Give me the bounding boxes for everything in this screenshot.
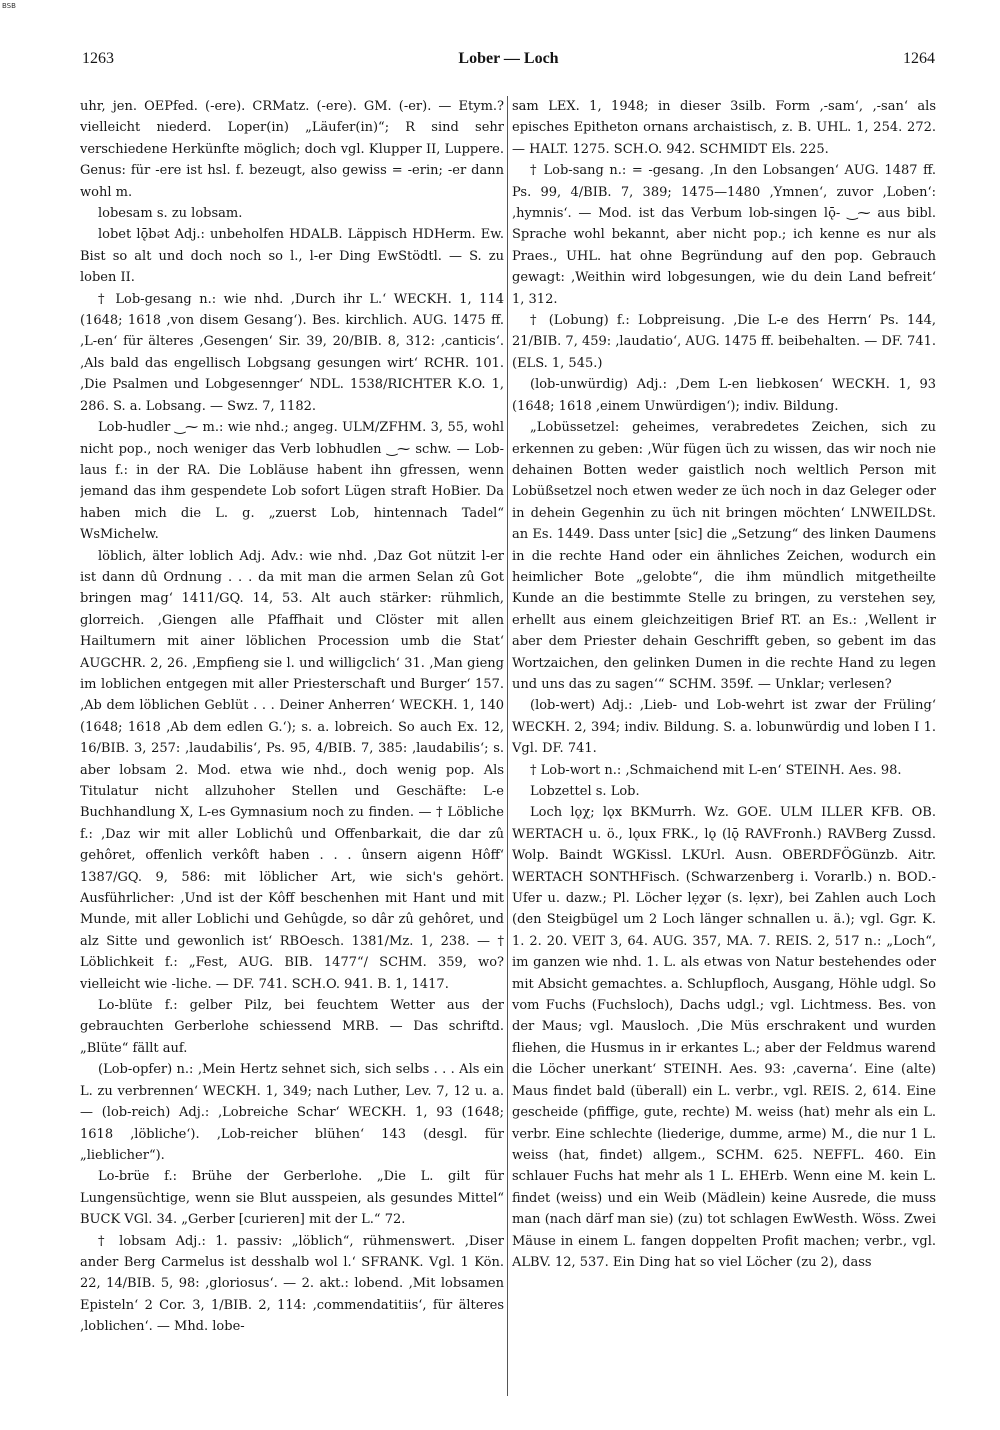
dictionary-entry: † Lob-gesang n.: wie nhd. ‚Durch ihr L.‘ WECKH. 1, 114 (1648; 1618 ‚von disem Gesang‘). Bes. kirchlich. AUG. 1475 ff. ‚L-en‘ für älteres ‚Gesengen‘ Sir. 39, 20/BIB. 8, 312: ‚canticis‘. ‚Als bald das engellisch Lobgsang gesungen wirt‘ RCHR. 101. ‚Die Psalmen und Lobgesennger‘ NDL. 1538/RICHTER K.O. 1, 286. S. a. Lobsang. — Swz. 7, 1182. xyxy=(80,291,504,414)
dictionary-entry: Lob-hudler ‿⁓ m.: wie nhd.; angeg. ULM/ZFHM. 3, 55, wohl nicht pop., noch weniger das Verb lobhudlen ‿⁓ schw. — Lob-laus f.: in der RA. Die Lobläuse habent ihn gfressen, wenn jemand das ihm gespendete Lob sofort Lügen straft HoBier. Da haben mich die L. g. „zuerst Lob, hintennach Tadel“ WsMichelw. xyxy=(80,420,504,543)
dictionary-entry: † lobsam Adj.: 1. passiv: „löblich“, rühmenswert. ‚Diser ander Berg Carmelus ist desshalb wol l.‘ SFRANK. Vgl. 1 Kön. 22, 14/BIB. 5, 98: ‚gloriosus‘. — 2. akt.: lobend. ‚Mit lobsamen Episteln‘ 2 Cor. 3, 1/BIB. 2, 114: ‚commendatitiis‘, für älteres ‚loblichen‘. — Mhd. lobe- xyxy=(80,1233,504,1335)
dictionary-entry: Lo-blüte f.: gelber Pilz, bei feuchtem Wetter aus der gebrauchten Gerberlohe schiessend MRB. — Das schriftd. „Blüte“ fällt auf. xyxy=(80,998,504,1056)
dictionary-entry: † (Lobung) f.: Lobpreisung. ‚Die L-e des Herrn‘ Ps. 144, 21/BIB. 7, 459: ‚laudatio‘, AUG. 1475 ff. beibehalten. — DF. 741. (ELS. 1, 545.) xyxy=(512,313,936,371)
left-column xyxy=(80,96,504,1406)
dictionary-entry: † Lob-sang n.: = -gesang. ‚In den Lobsangen‘ AUG. 1487 ff. Ps. 99, 4/BIB. 7, 389; 1475—1480 ‚Ymnen‘, zuvor ‚Loben‘: ‚hymnis‘. — Mod. ist das Verbum lob-singen lǭ- ‿⁓ aus bibl. Sprache wohl bekannt, aber nicht pop.; ich kenne es nur als Praes., UHL. hat ohne Begründung auf den pop. Gebrauch gewagt: ‚Weithin wird lobgesungen, wie du dein Land befreit‘ 1, 312. xyxy=(512,163,936,307)
dictionary-entry: lobet lǭbət Adj.: unbeholfen HDALB. Läppisch HDHerm. Ew. Bist so alt und doch noch so l., l-er Ding EwStödtl. — S. zu loben II. xyxy=(80,227,504,286)
dictionary-entry: Loch lǫχ; lǫx BKMurrh. Wz. GOE. ULM ILLER KFB. OB. WERTACH u. ö., lǫux FRK., lǫ (lǭ RAVFronh.) RAVBerg Zussd. Wolp. Baindt WGKissl. LKUrl. Ausn. OBERDFÖGünzb. Aitr. WERTACH SONTHFisch. (Schwarzenberg i. Vorarlb.) n. BOD.-Ufer u. dazw.; Pl. Löcher lẹχər (s. lẹxr), bei Zahlen auch Loch (den Steigbügel um 2 Loch länger schnallen u. ä.); vgl. Ggr. K. 1. 2. 20. VEIT 3, 64. AUG. 357, MA. 7. REIS. 2, 517 n.: „Loch“, im ganzen wie nhd. 1. L. als etwas von Natur bestehendes oder mit Absicht gemachtes. a. Schlupfloch, Ausgang, Höhle udgl. So vom Fuchs (Fuchsloch), Dachs udgl.; vgl. Lichtmess. Bes. von der Maus; vgl. Mausloch. ‚Die Müs erschrakent und wurden fliehen, die Husmus in ir erkantes L.; aber der Feldmus warend die Löcher unerkant‘ STEINH. Aes. 93: ‚caverna‘. Eine (alte) Maus findet bald (überall) ein L. verbr., vgl. REIS. 2, 614. Eine gescheide (pfiffige, gute, rechte) M. weiss (hat) mehr als ein L. verbr. Eine schlechte (liederige, dumme, arme) M., die nur 1 L. weiss (hat, findet) allgem., SCHM. 625. NEFFL. 460. Ein schlauer Fuchs hat mehr als 1 L. EHErb. Wenn eine M. kein L. findet (weiss) und ein Weib (Mädlein) keine Ausrede, die muss man (nach därf man sie) (zu) tot schlagen EwWesth. Wöss. Zwei Mäuse in einem L. fangen doppelten Profit machen; verbr., vgl. ALBV. 12, 537. Ein Ding hat so viel Löcher (zu 2), dass xyxy=(512,805,936,1270)
dictionary-entry: löblich, älter loblich Adj. Adv.: wie nhd. ‚Daz Got nützit l-er ist dann dû Ordnung . . . da mit man die armen Selan zû Got bringen mag‘ 1411/GQ. 14, 53. Alt auch stärker: rühmlich, glorreich. ‚Giengen alle Pfaffhait und Clöster mit allen Hailtumern mit ainer löblichen Procession umb die Stat‘ AUGCHR. 2, 26. ‚Empfieng sie l. und willigclich‘ 31. ‚Man gieng im loblichen entgegen mit aller Priesterschaft und Burger‘ 157. ‚Ab dem löblichen Geblüt . . . Deiner Anherren‘ WECKH. 1, 140 (1648; 1618 ‚Ab dem edlen G.‘); s. a. lobreich. So auch Ex. 12, 16/BIB. 3, 257: ‚laudabilis‘, Ps. 95, 4/BIB. 7, 385: ‚laudabilis‘; s. aber lobsam 2. Mod. etwa wie nhd., doch wenig pop. Als Titulatur nicht allzuhoher Stellen und Geschäfte: L-e Buchhandlung X, L-es Gymnasium noch zu finden. — † Löbliche f.: ‚Daz wir mit aller Loblichû und Offenbarkait, die dar zû gehôret, offenlich verkôft haben . . . ûnsern aigenn Hôff‘ 1387/GQ. 9, 586: mit löblicher Art, wie sich's gehört. Ausführlicher: ‚Und ist der Kôff beschenhen mit Hant und mit Munde, mit aller Loblichi und Gehûgde, so dâr zû gehôret, und alz Sitte und gewonlich ist‘ RBOesch. 1381/Mz. 1, 238. — † Löblichkeit f.: „Fest, AUG. BIB. 1477“/ SCHM. 359, wo? vielleicht wie -liche. — DF. 741. SCH.O. 941. B. 1, 1417. xyxy=(80,548,504,992)
dictionary-entry: (lob-wert) Adj.: ‚Lieb- und Lob-wehrt ist zwar der Früling‘ WECKH. 2, 394; indiv. Bildung. S. a. lobunwürdig und loben I 1. Vgl. DF. 741. xyxy=(512,698,936,757)
dictionary-entry: (Lob-opfer) n.: ‚Mein Hertz sehnet sich, sich selbs . . . Als ein L. zu verbrennen‘ WECKH. 1, 349; nach Luther, Lev. 7, 12 u. a. — (lob-reich) Adj.: ‚Lobreiche Schar‘ WECKH. 1, 93 (1648; 1618 ‚löbliche‘). ‚Lob-reicher blühen‘ 143 (desgl. für „lieblicher“). xyxy=(80,1062,504,1163)
right-column xyxy=(512,96,936,1406)
library-stamp: BSB xyxy=(2,2,16,10)
column-divider xyxy=(507,96,508,1396)
dictionary-entry: lobesam s. zu lobsam. xyxy=(98,206,243,222)
left-page-number: 1263 xyxy=(82,50,114,67)
dictionary-entry: Lobzettel s. Lob. xyxy=(530,784,640,799)
running-title: Lober — Loch xyxy=(458,50,559,67)
right-page-number: 1264 xyxy=(903,50,935,67)
dictionary-entry: (lob-unwürdig) Adj.: ‚Dem L-en liebkosen‘ WECKH. 1, 93 (1648; 1618 ‚einem Unwürdigen‘); indiv. Bildung. xyxy=(512,377,936,414)
dictionary-entry: sam LEX. 1, 1948; in dieser 3silb. Form ‚-sam‘, ‚-san‘ als episches Epitheton ornans archaistisch, z. B. UHL. 1, 254. 272. — HALT. 1275. SCH.O. 942. SCHMIDT Els. 225. xyxy=(512,99,936,157)
dictionary-entry: uhr, jen. OEPfed. (-ere). CRMatz. (-ere). GM. (-er). — Etym.? vielleicht niederd. Loper(in) „Läufer(in)“; R sind sehr verschiedene Herkünfte möglich; doch vgl. Klupper II, Luppere. Genus: für -ere ist hsl. f. bezeugt, also gewiss = -erin; -er dann wohl m. xyxy=(80,99,504,200)
dictionary-entry: Lo-brüe f.: Brühe der Gerberlohe. „Die L. gilt für Lungensüchtige, wenn sie Blut ausspeien, als gesundes Mittel“ BUCK VGl. 34. „Gerber [curieren] mit der L.“ 72. xyxy=(80,1169,504,1228)
dictionary-entry: „Lobüssetzel: geheimes, verabredetes Zeichen, sich zu erkennen zu geben: ‚Wür fügen üch zu wissen, das wir noch nie dehainen Botten weder gaistlich noch weltlich Person mit Lobüßsetzel noch etwen weder ze üch noch in daz Geleger oder in dehein Gegenhin zu üch nit bringen möchten‘ LNWEILDSt. an Es. 1449. Dass unter [sic] die „Setzung“ des linken Daumens in die rechte Hand oder ein ähnliches Zeichen, wodurch ein heimlicher Bote „gelobte“, die ihm mündlich mitgetheilte Kunde an die bestimmte Stelle zu bringen, zu verstehen sey, erhellt aus einem gleichzeitigen Brief RT. an Es.: ‚Wellent ir aber dem Priester dehain Geschrifft geben, so gebent im das Wortzaichen, den gelinken Dumen in die rechte Hand zu legen und uns das zu sagen‘“ SCHM. 359f. — Unklar; verlesen? xyxy=(512,420,936,692)
page-header xyxy=(82,50,935,74)
dictionary-entry: † Lob-wort n.: ‚Schmaichend mit L-en‘ STEINH. Aes. 98. xyxy=(530,762,902,778)
